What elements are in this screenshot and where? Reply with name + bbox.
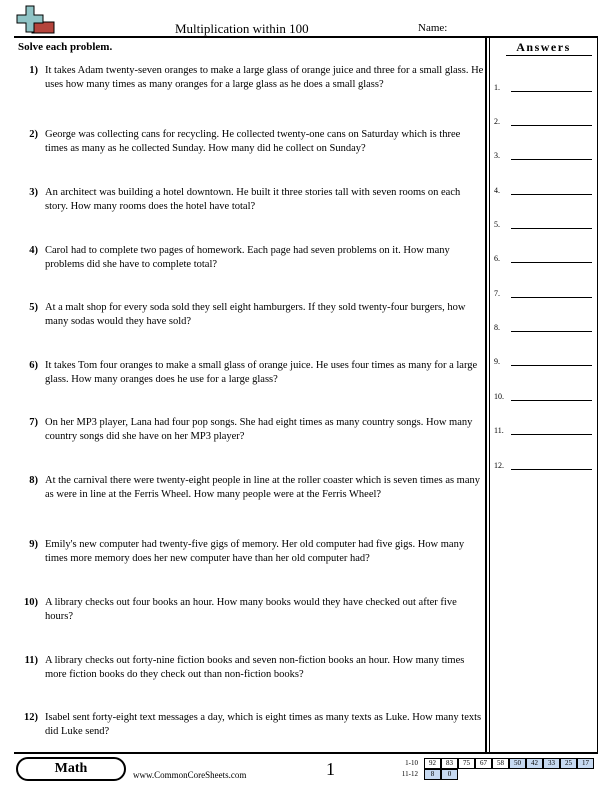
answer-line <box>511 469 592 470</box>
problem-text: A library checks out forty-nine fiction books and seven non-fiction books an hour. How many times more fiction books do they check out than non-fiction books? <box>45 655 465 680</box>
problem-text: Isabel sent forty-eight text messages a day, which is eight times as many texts as Luke. How many texts did Luke send? <box>45 712 482 737</box>
answer-line <box>511 400 592 401</box>
answer-blank[interactable] <box>494 251 594 265</box>
problem-number: 4) <box>29 245 38 256</box>
answer-blank[interactable] <box>494 80 594 94</box>
answer-label: 11. <box>494 426 504 435</box>
subject-badge: Math <box>16 757 126 781</box>
answer-label: 4. <box>494 186 500 195</box>
answer-line <box>511 262 592 263</box>
answer-label: 6. <box>494 254 500 263</box>
footer-url: www.CommonCoreSheets.com <box>133 770 247 780</box>
answer-blank[interactable] <box>494 114 594 128</box>
problem-text: George was collecting cans for recycling. He collected twenty-one cans on Saturday which is three times as many as he collected Sunday. How many did he collect on Sunday? <box>45 129 461 154</box>
answer-line <box>511 434 592 435</box>
answer-label: 5. <box>494 220 500 229</box>
answer-line <box>511 159 592 160</box>
score-key-cell: 67 <box>475 758 492 769</box>
score-key-label: 1-10 <box>405 759 418 767</box>
answer-label: 3. <box>494 151 500 160</box>
score-key-cell: 92 <box>424 758 441 769</box>
score-key-cell: 33 <box>543 758 560 769</box>
answer-label: 1. <box>494 83 500 92</box>
score-key-cell: 50 <box>509 758 526 769</box>
column-divider <box>485 37 487 753</box>
answer-line <box>511 228 592 229</box>
score-key-cell: 83 <box>441 758 458 769</box>
answer-label: 8. <box>494 323 500 332</box>
score-key-label: 11-12 <box>401 770 418 778</box>
answer-blank[interactable] <box>494 354 594 368</box>
answer-blank[interactable] <box>494 286 594 300</box>
answer-line <box>511 365 592 366</box>
problem-text: It takes Tom four oranges to make a small glass of orange juice. He uses four times as many for a large glass. How many oranges does he use for a large glass? <box>45 360 478 385</box>
answer-label: 7. <box>494 289 500 298</box>
answer-blank[interactable] <box>494 148 594 162</box>
answer-line <box>511 297 592 298</box>
problem-number: 10) <box>24 597 38 608</box>
answer-line <box>511 194 592 195</box>
problem-number: 8) <box>29 475 38 486</box>
problem-number: 12) <box>24 712 38 723</box>
score-key-cell: 42 <box>526 758 543 769</box>
answer-line <box>511 125 592 126</box>
answer-blank[interactable] <box>494 320 594 334</box>
problem-number: 3) <box>29 187 38 198</box>
instructions: Solve each problem. <box>18 41 113 53</box>
column-divider-inner <box>489 37 490 753</box>
problem-number: 11) <box>24 655 38 666</box>
answer-blank[interactable] <box>494 423 594 437</box>
answer-label: 10. <box>494 392 504 401</box>
answer-blank[interactable] <box>494 458 594 472</box>
score-key-cell: 25 <box>560 758 577 769</box>
score-key-cell: 0 <box>441 769 458 780</box>
problem-number: 2) <box>29 129 38 140</box>
page-number: 1 <box>326 759 335 779</box>
problem-text: At a malt shop for every soda sold they sell eight hamburgers. If they sold twenty-four burgers, how many sodas would they have sold? <box>45 302 466 327</box>
footer-divider <box>14 752 598 754</box>
problem-number: 1) <box>29 65 38 76</box>
answer-blank[interactable] <box>494 389 594 403</box>
problem-text: At the carnival there were twenty-eight people in line at the roller coaster which is seven times as many as were in line at the Ferris Wheel. How many people were at the Ferris Wheel? <box>45 475 481 500</box>
problem-text: A library checks out four books an hour. How many books would they have checked out after five hours? <box>45 597 457 622</box>
score-key-cell: 75 <box>458 758 475 769</box>
problem-number: 6) <box>29 360 38 371</box>
answer-label: 9. <box>494 357 500 366</box>
problem-text: Emily's new computer had twenty-five gigs of memory. Her old computer had five gigs. How many times more memory does her new computer have than her old computer had? <box>45 539 465 564</box>
answer-blank[interactable] <box>494 217 594 231</box>
name-label: Name: <box>418 22 448 34</box>
score-key-cell: 8 <box>424 769 441 780</box>
problem-text: Carol had to complete two pages of homework. Each page had seven problems on it. How many problems did she have to complete total? <box>45 245 450 270</box>
answer-label: 12. <box>494 461 504 470</box>
problem-text: It takes Adam twenty-seven oranges to make a large glass of orange juice and three for a small glass. He uses how many times as many oranges for a large glass as he does a small glass? <box>45 65 484 90</box>
answers-underline <box>506 55 592 56</box>
score-key-cell: 17 <box>577 758 594 769</box>
answer-blank[interactable] <box>494 183 594 197</box>
right-border <box>597 37 598 753</box>
score-key-cell: 58 <box>492 758 509 769</box>
problem-number: 9) <box>29 539 38 550</box>
problem-text: An architect was building a hotel downtown. He built it three stories tall with seven rooms on each story. How many rooms does the hotel have total? <box>45 187 461 212</box>
problem-number: 7) <box>29 417 38 428</box>
problem-text: On her MP3 player, Lana had four pop songs. She had eight times as many country songs. How many country songs did she have on her MP3 player? <box>45 417 473 442</box>
page-title: Multiplication within 100 <box>175 21 309 36</box>
answer-line <box>511 331 592 332</box>
answer-label: 2. <box>494 117 500 126</box>
logo-icon <box>14 4 56 38</box>
answers-title: Answers <box>516 40 571 54</box>
problem-number: 5) <box>29 302 38 313</box>
answer-line <box>511 91 592 92</box>
header-divider <box>14 36 598 38</box>
